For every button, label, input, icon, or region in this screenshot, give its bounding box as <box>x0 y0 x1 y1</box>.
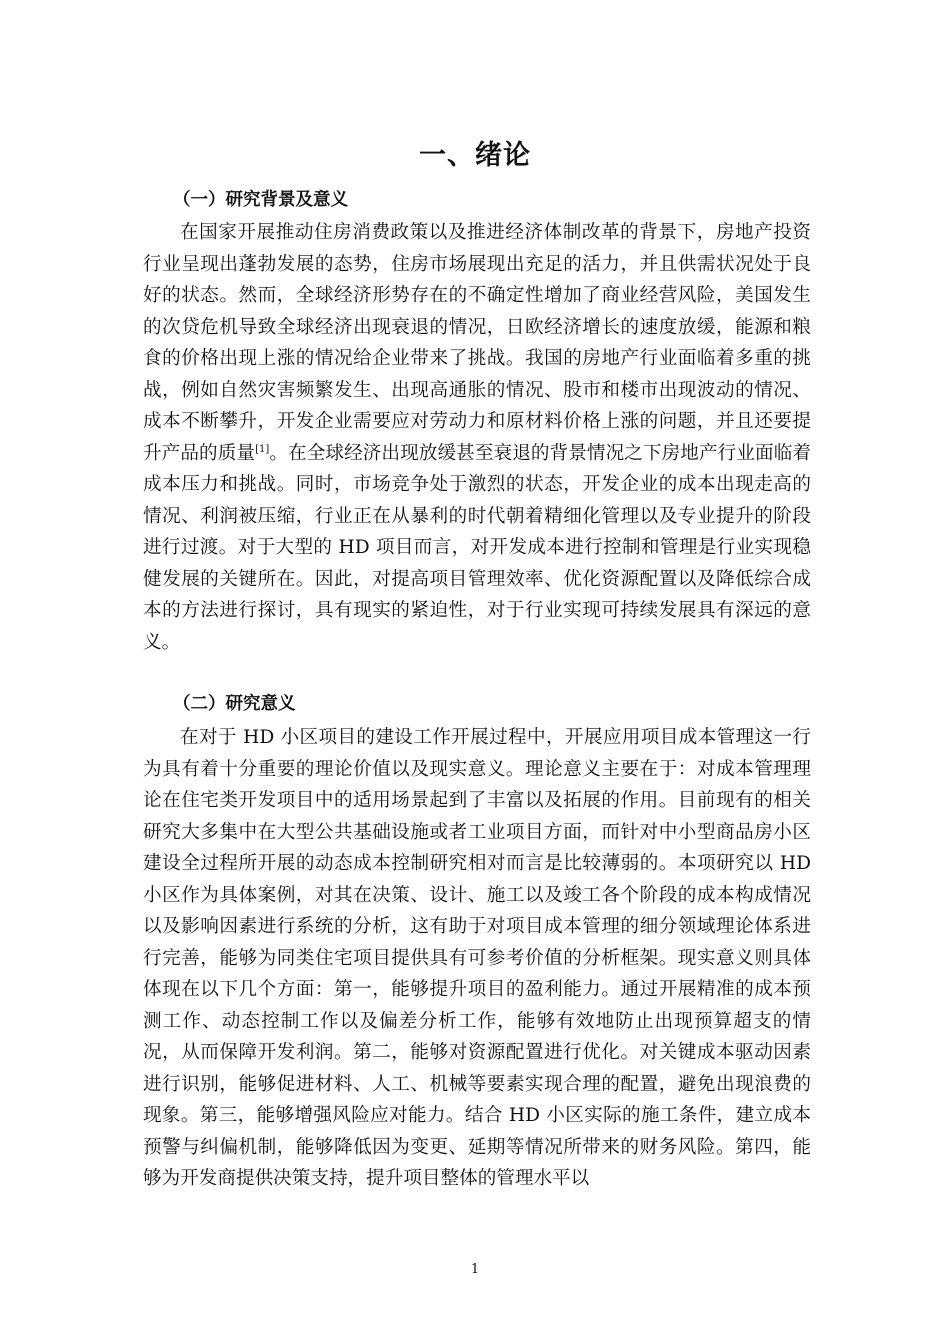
paragraph-significance: 在对于 HD 小区项目的建设工作开展过程中，开展应用项目成本管理这一行为具有着十分重要的理论价值以及现实意义。理论意义主要在于：对成本管理理论在住宅类开发项目中的适用场景起到了丰富以及拓展的作用。目前现有的相关研究大多集中在大型公共基础设施或者工业项目方面，而针对中小型商品房小区建设全过程所开展的动态成本控制研究相对而言是比较薄弱的。本项研究以 HD 小区作为具体案例，对其在决策、设计、施工以及竣工各个阶段的成本构成情况以及影响因素进行系统的分析，这有助于对项目成本管理的细分领域理论体系进行完善，能够为同类住宅项目提供具有可参考价值的分析框架。现实意义则具体体现在以下几个方面：第一，能够提升项目的盈利能力。通过开展精准的成本预测工作、动态控制工作以及偏差分析工作，能够有效地防止出现预算超支的情况，从而保障开发利润。第二，能够对资源配置进行优化。对关键成本驱动因素进行识别，能够促进材料、人工、机械等要素实现合理的配置，避免出现浪费的现象。第三，能够增强风险应对能力。结合 HD 小区实际的施工条件，建立成本预警与纠偏机制，能够降低因为变更、延期等情况所带来的财务风险。第四，能够为开发商提供决策支持，提升项目整体的管理水平以 <box>143 727 811 1189</box>
paragraph-text: 在国家开展推动住房消费政策以及推进经济体制改革的背景下，房地产投资行业呈现出蓬勃发展的态势，住房市场展现出充足的活力，并且供需状况处于良好的状态。然而，全球经济形势存在的不确定性增加了商业经营风险，美国发生的次贷危机导致全球经济出现衰退的情况，日欧经济增长的速度放缓，能源和粮食的价格出现上涨的情况给企业带来了挑战。我国的房地产行业面临着多重的挑战，例如自然灾害频繁发生、出现高通胀的情况、股市和楼市出现波动的情况、成本不断攀升，开发企业需要应对劳动力和原材料价格上涨的问题，并且还要提升产品的质量 <box>143 222 811 464</box>
chapter-title: 一、绪论 <box>419 140 531 171</box>
section-heading-significance: （二）研究意义 <box>173 694 296 714</box>
paragraph-background <box>143 217 811 658</box>
page-number: 1 <box>470 1262 480 1277</box>
citation-reference: [1] <box>255 443 270 455</box>
paragraph-text-continued: 。在全球经济出现放缓甚至衰退的背景情况之下房地产行业面临着成本压力和挑战。同时，市场竞争处于激烈的状态，开发企业的成本出现走高的情况、利润被压缩，行业正在从暴利的时代朝着精细化管理以及专业提升的阶段进行过渡。对于大型的 HD 项目而言，对开发成本进行控制和管理是行业实现稳健发展的关键所在。因此，对提高项目管理效率、优化资源配置以及降低综合成本的方法进行探讨，具有现实的紧迫性，对于行业实现可持续发展具有深远的意义。 <box>143 442 811 653</box>
section-heading-background: （一）研究背景及意义 <box>173 190 348 210</box>
